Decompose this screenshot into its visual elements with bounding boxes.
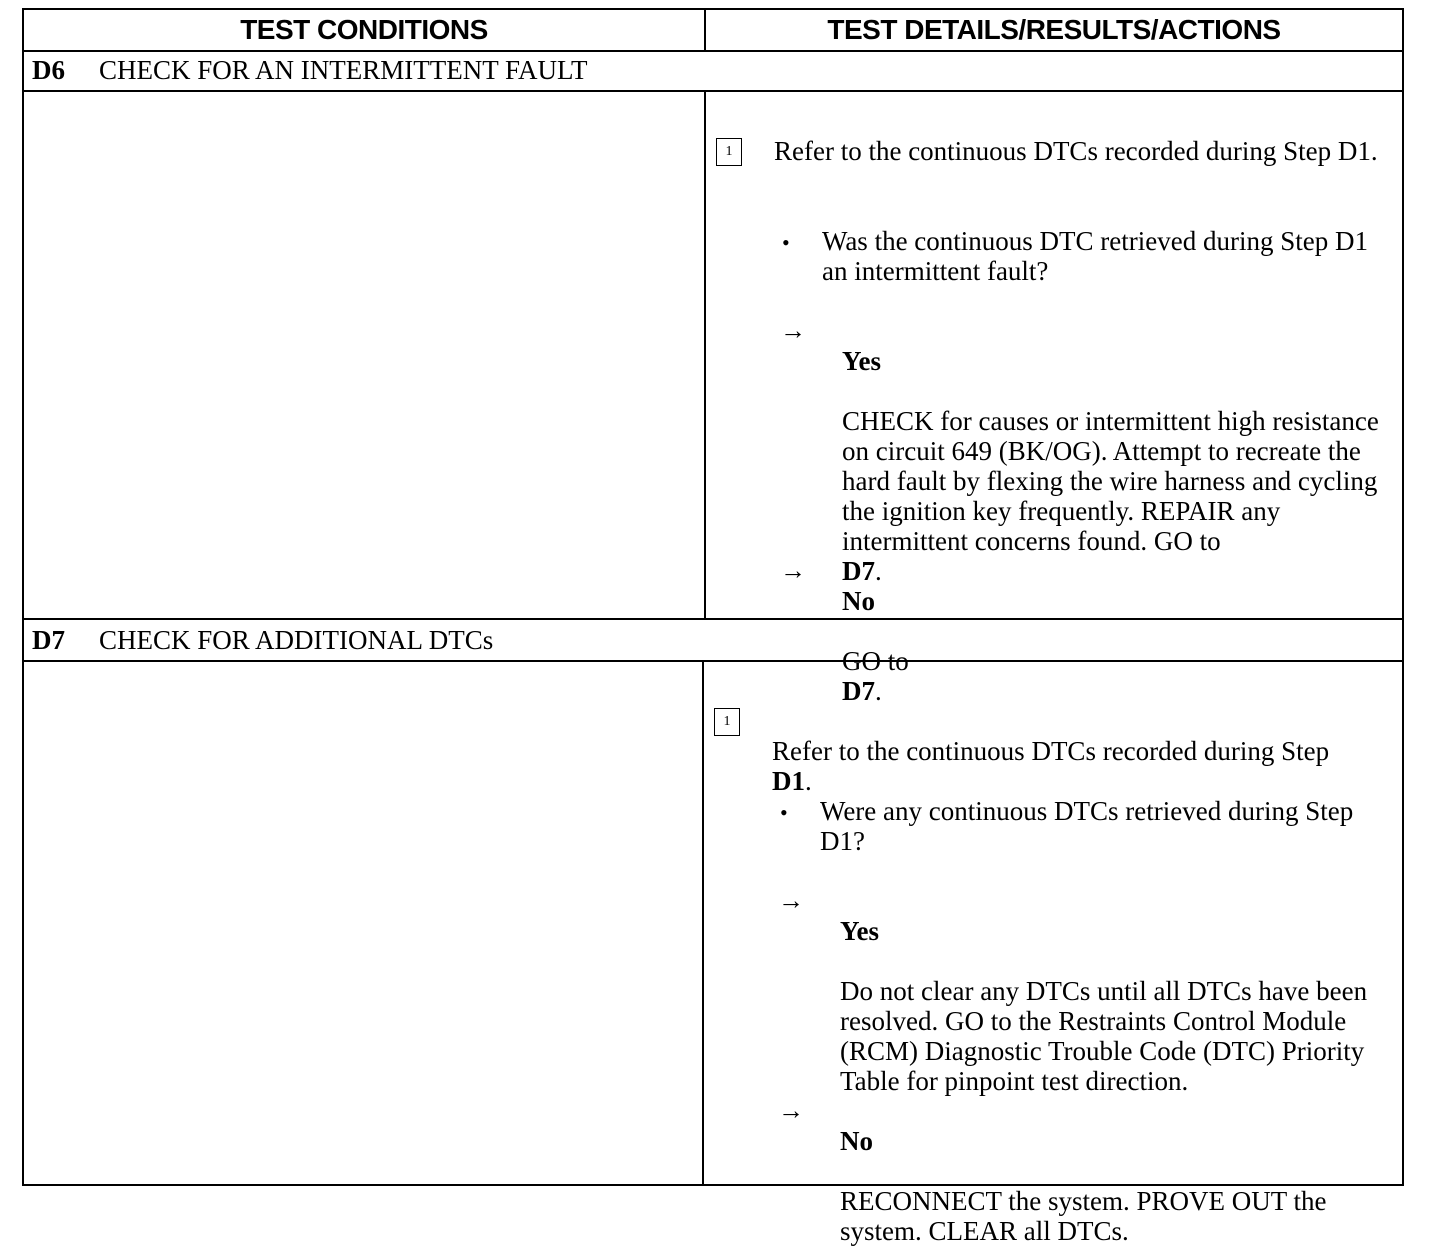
column-divider-d7 xyxy=(702,662,704,1186)
step-body-d6 xyxy=(716,108,1396,706)
step-header-d6 xyxy=(24,50,1402,92)
no-block: No GO to D7. xyxy=(842,586,909,706)
step-number: D6 xyxy=(32,55,65,85)
no-label: No xyxy=(840,1126,873,1156)
table-header xyxy=(24,10,1402,52)
arrow-right-icon: → xyxy=(780,556,806,585)
yes-text: Do not clear any DTCs until all DTCs have been resolved. GO to the Restraints Control Module (RCM) Diagnostic Trouble Code (DTC) Priority Table for pinpoint test direction. xyxy=(840,976,1368,1096)
arrow-right-icon: → xyxy=(778,1096,804,1125)
yes-target: D7 xyxy=(842,556,875,586)
bullet-icon: • xyxy=(782,230,790,255)
no-text: RECONNECT the system. PROVE OUT the system. CLEAR all DTCs. xyxy=(840,1186,1327,1246)
step-title: CHECK FOR AN INTERMITTENT FAULT xyxy=(99,55,588,85)
step-header-d7 xyxy=(24,620,1402,662)
no-target: D7 xyxy=(842,676,875,706)
arrow-right-icon: → xyxy=(778,886,804,915)
step-title: CHECK FOR ADDITIONAL DTCs xyxy=(99,625,494,655)
refer-text: Refer to the continuous DTCs recorded during Step D1. xyxy=(772,736,1330,796)
test-conditions-heading: TEST CONDITIONS xyxy=(240,14,488,45)
yes-label: Yes xyxy=(840,916,879,946)
test-details-heading: TEST DETAILS/RESULTS/ACTIONS xyxy=(827,14,1281,45)
question-text: Was the continuous DTC retrieved during Step D1 an intermittent fault? xyxy=(822,226,1368,286)
arrow-right-icon: → xyxy=(780,316,806,345)
yes-block: Yes CHECK for causes or intermittent high resistance on circuit 649 (BK/OG). Attempt to recreate the hard fault by flexing the wire harness and cycling the ignition key frequently. REPAIR any intermittent concerns found. GO to D7. xyxy=(842,346,1379,586)
no-label: No xyxy=(842,586,875,616)
step-number: D7 xyxy=(32,625,65,655)
bullet-icon: • xyxy=(780,800,788,825)
substep-box: 1 xyxy=(714,708,740,736)
header-divider xyxy=(704,10,706,50)
refer-step: D1 xyxy=(772,766,805,796)
diagnostic-table xyxy=(22,8,1404,1246)
step-body-d7 xyxy=(714,678,1396,1246)
refer-sentence: Refer to the continuous DTCs recorded during Step xyxy=(772,736,1330,766)
yes-block xyxy=(840,886,1392,1096)
question-text: Were any continuous DTCs retrieved during Step D1? xyxy=(820,796,1354,856)
refer-text: Refer to the continuous DTCs recorded during Step D1. xyxy=(774,136,1378,166)
no-block xyxy=(840,1096,1392,1246)
yes-text: CHECK for causes or intermittent high resistance on circuit 649 (BK/OG). Attempt to recreate the hard fault by flexing the wire harness and cycling the ignition key frequently. REPAIR any intermittent concerns found. GO to xyxy=(842,406,1379,556)
no-text: GO to xyxy=(842,646,909,676)
column-divider-d6 xyxy=(704,92,706,620)
yes-label: Yes xyxy=(842,346,881,376)
substep-box: 1 xyxy=(716,138,742,166)
